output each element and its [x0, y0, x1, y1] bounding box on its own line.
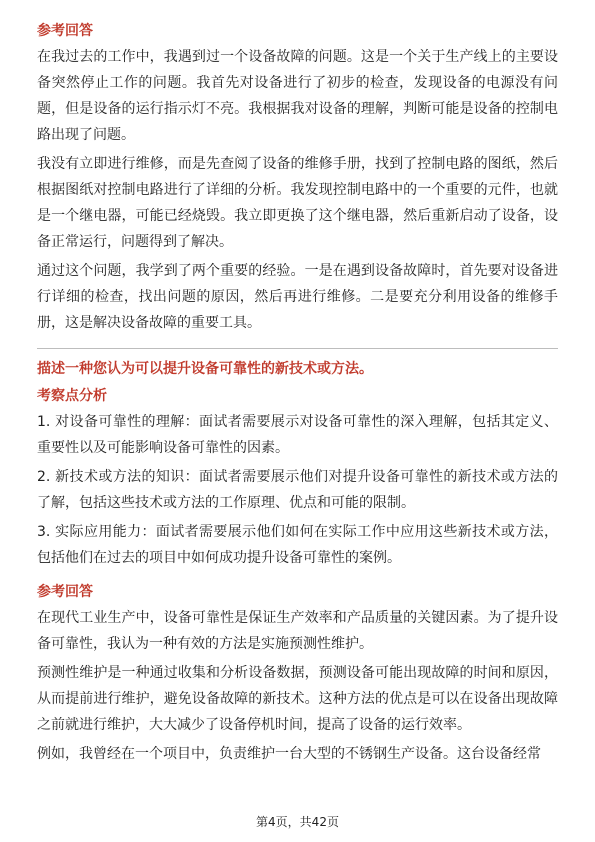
answer-paragraph: 在现代工业生产中，设备可靠性是保证生产效率和产品质量的关键因素。为了提升设备可靠性，我认为一种有效的方法是实施预测性维护。 — [37, 610, 558, 652]
page-number: 第4页，共42页 — [256, 815, 339, 829]
answer-section-2 — [37, 581, 558, 767]
section-divider — [37, 348, 558, 349]
answer-paragraph: 通过这个问题，我学到了两个重要的经验。一是在遇到设备故障时，首先要对设备进行详细的检查，找出问题的原因，然后再进行维修。二是要充分利用设备的维修手册，这是解决设备故障的重要工具。 — [37, 263, 558, 331]
interview-question: 描述一种您认为可以提升设备可靠性的新技术或方法。 — [37, 361, 373, 377]
analysis-section — [37, 385, 558, 571]
analysis-item: 1. 对设备可靠性的理解：面试者需要展示对设备可靠性的深入理解，包括其定义、重要性以及可能影响设备可靠性的因素。 — [37, 414, 558, 456]
analysis-item: 3. 实际应用能力：面试者需要展示他们如何在实际工作中应用这些新技术或方法，包括他们在过去的项目中如何成功提升设备可靠性的案例。 — [37, 524, 558, 566]
page-content — [37, 20, 558, 767]
answer-paragraph: 在我过去的工作中，我遇到过一个设备故障的问题。这是一个关于生产线上的主要设备突然停止工作的问题。我首先对设备进行了初步的检查，发现设备的电源没有问题，但是设备的运行指示灯不亮。我根据我对设备的理解，判断可能是设备的控制电路出现了问题。 — [37, 49, 558, 143]
analysis-heading: 考察点分析 — [37, 388, 107, 404]
reference-answer-heading: 参考回答 — [37, 23, 93, 39]
reference-answer-heading: 参考回答 — [37, 584, 93, 600]
answer-paragraph: 我没有立即进行维修，而是先查阅了设备的维修手册，找到了控制电路的图纸，然后根据图纸对控制电路进行了详细的分析。我发现控制电路中的一个重要的元件，也就是一个继电器，可能已经烧毁。我立即更换了这个继电器，然后重新启动了设备，设备正常运行，问题得到了解决。 — [37, 156, 558, 250]
section-gap — [37, 571, 558, 581]
answer-paragraph: 例如，我曾经在一个项目中，负责维护一台大型的不锈钢生产设备。这台设备经常 — [37, 746, 541, 762]
answer-paragraph: 预测性维护是一种通过收集和分析设备数据，预测设备可能出现故障的时间和原因，从而提前进行维护，避免设备故障的新技术。这种方法的优点是可以在设备出现故障之前就进行维护，大大减少了设备停机时间，提高了设备的运行效率。 — [37, 665, 558, 733]
analysis-item: 2. 新技术或方法的知识：面试者需要展示他们对提升设备可靠性的新技术或方法的了解，包括这些技术或方法的工作原理、优点和可能的限制。 — [37, 469, 558, 511]
answer-section-1 — [37, 20, 558, 336]
